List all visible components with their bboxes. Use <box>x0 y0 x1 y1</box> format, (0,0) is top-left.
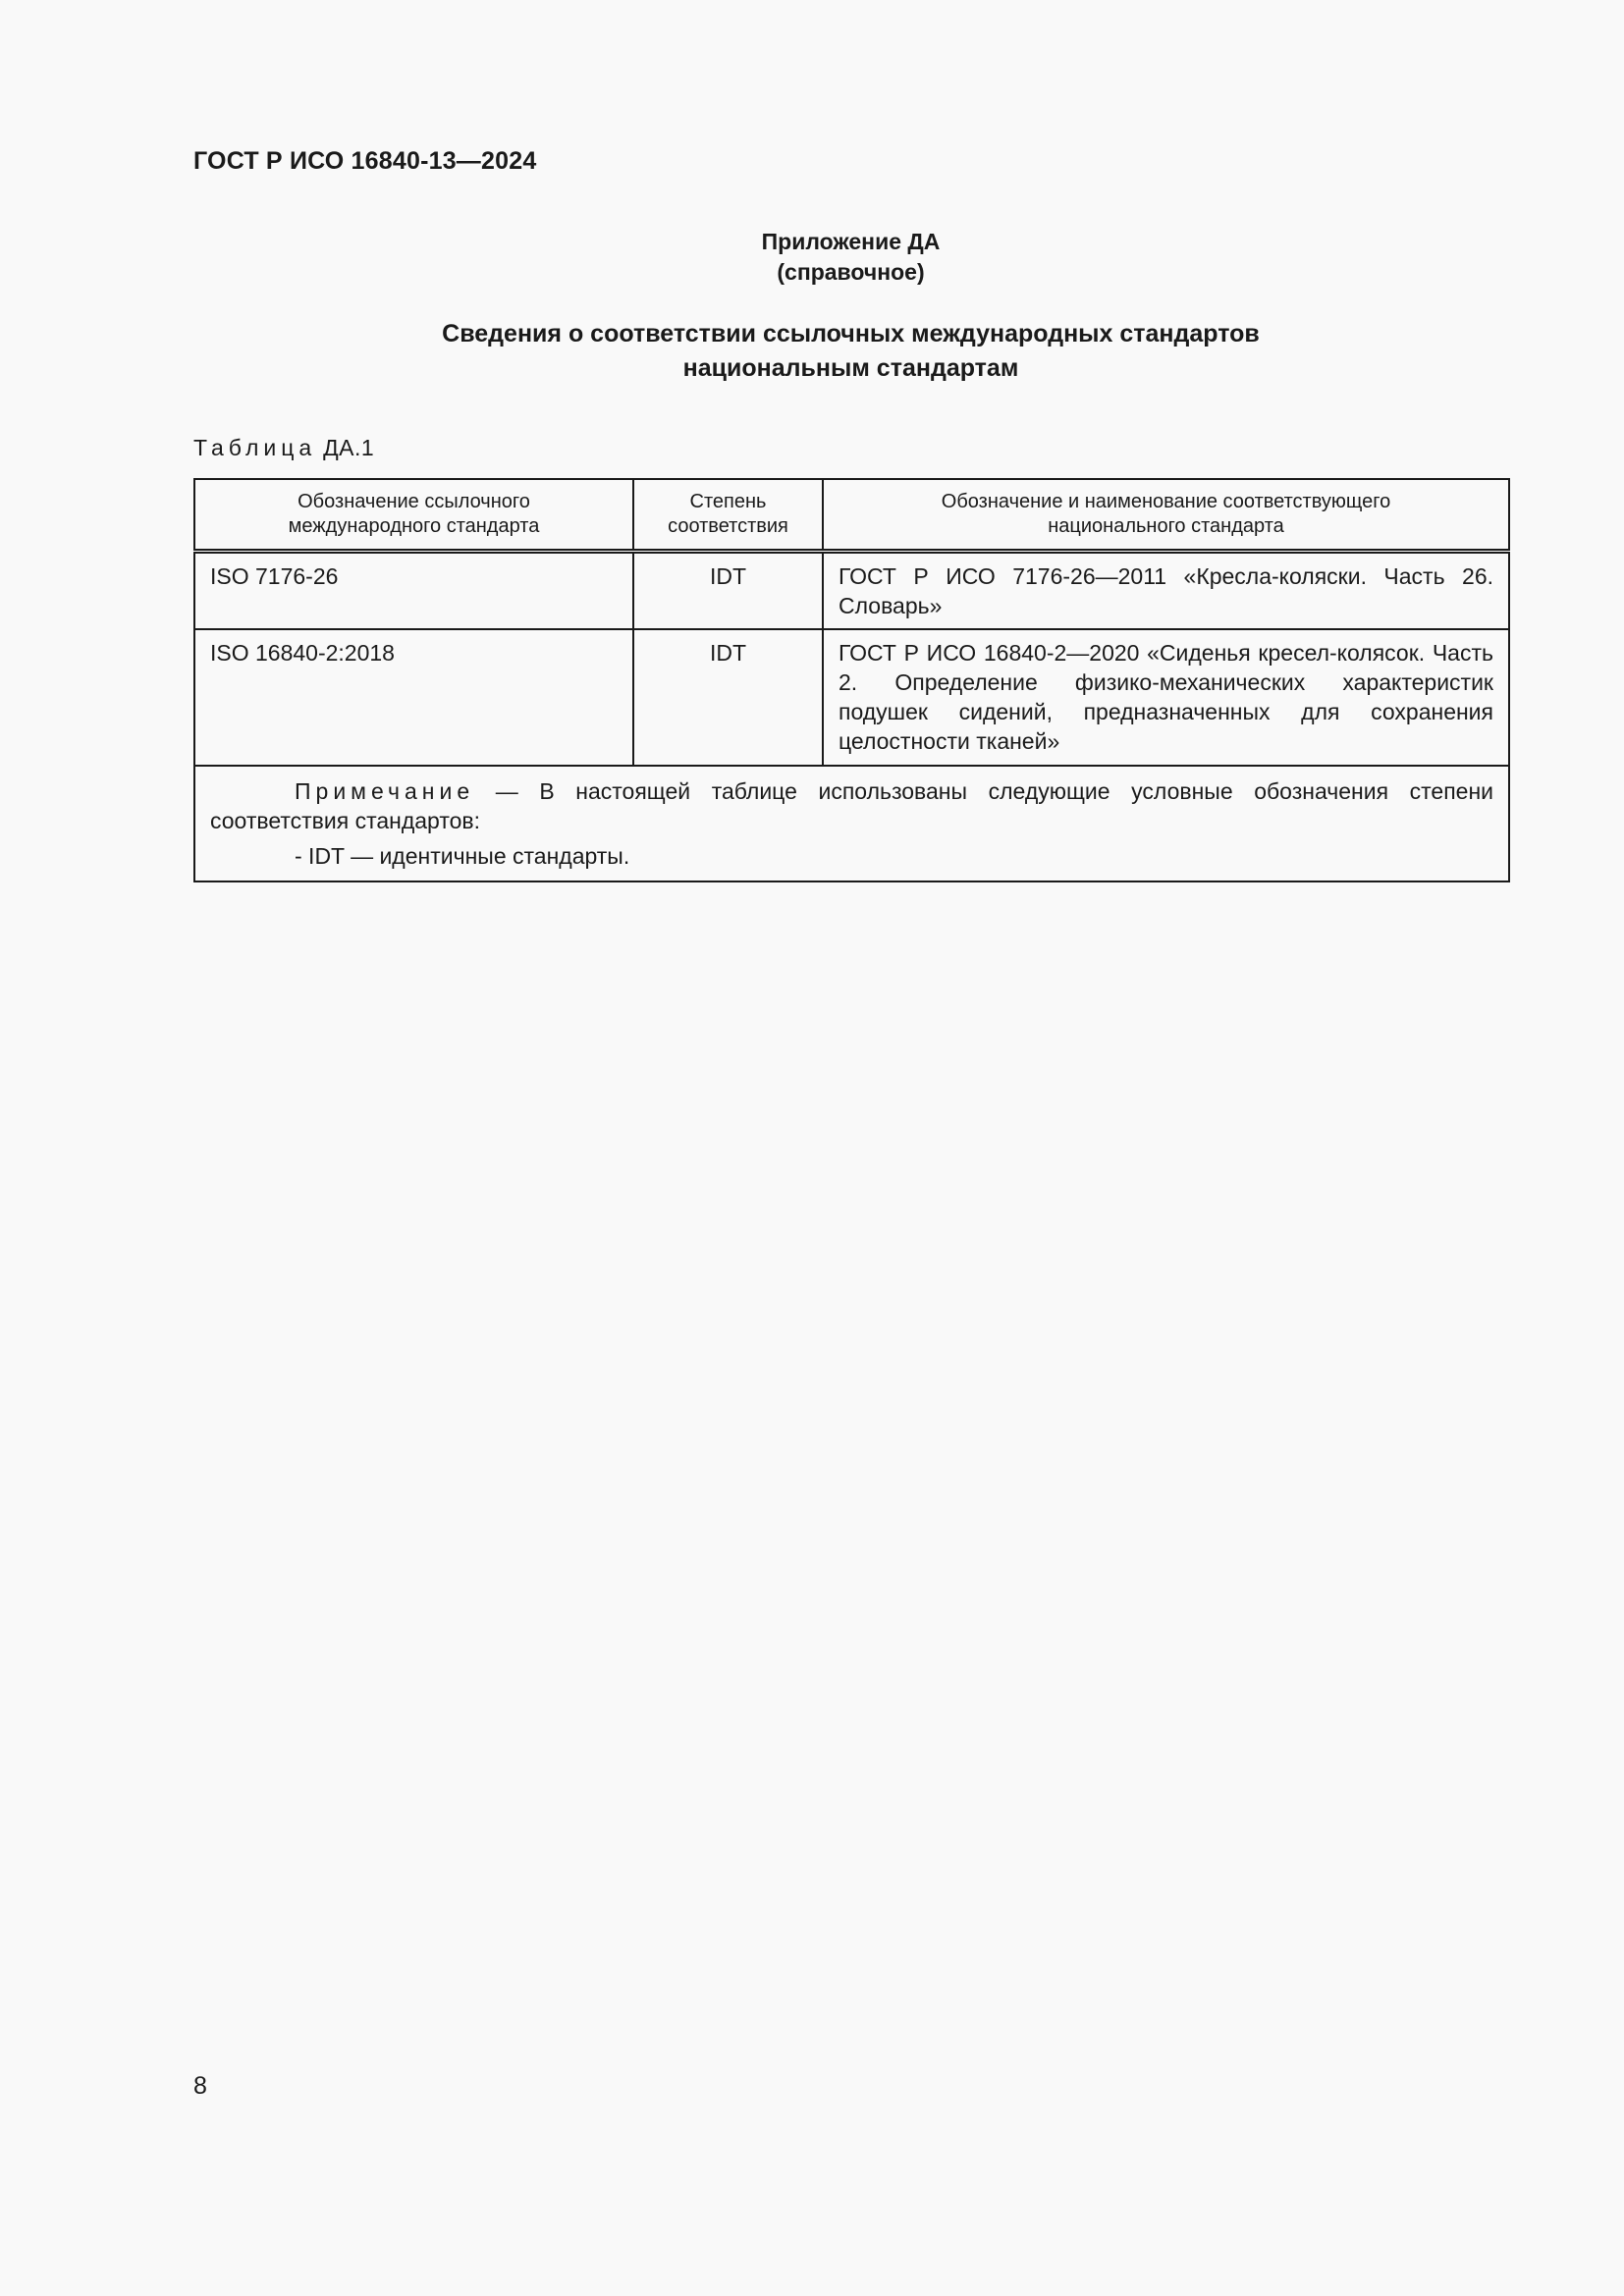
header-national-standard <box>823 479 1509 552</box>
note-paragraph <box>210 776 1493 835</box>
cell-international-standard: ISO 16840-2:2018 <box>194 629 633 766</box>
header-col3-line1: Обозначение и наименование соответствующего <box>941 491 1391 512</box>
header-col2-line2: соответствия <box>668 515 788 537</box>
appendix-title: Приложение ДА <box>761 229 941 254</box>
header-col2-line1: Степень <box>689 491 767 512</box>
header-degree <box>633 479 823 552</box>
table-row <box>194 552 1509 630</box>
page-number: 8 <box>193 2072 207 2100</box>
cell-degree: IDT <box>633 552 823 630</box>
table-row <box>194 629 1509 766</box>
standards-correspondence-table <box>193 478 1510 882</box>
cell-national-standard: ГОСТ Р ИСО 16840-2—2020 «Сиденья кресел-колясок. Часть 2. Определение физико-механических характеристик подушек сидений, предназначенных для сохранения целостности тканей» <box>823 629 1509 766</box>
table-header-row <box>194 479 1509 552</box>
header-col1-line2: международного стандарта <box>288 515 540 537</box>
table-note <box>194 766 1509 881</box>
header-col1-line1: Обозначение ссылочного <box>298 491 530 512</box>
document-code: ГОСТ Р ИСО 16840-13—2024 <box>193 147 537 175</box>
header-col3-line2: национального стандарта <box>1048 515 1284 537</box>
table-caption-label: Таблица <box>193 435 317 460</box>
section-title <box>193 317 1508 386</box>
appendix-type: (справочное) <box>777 259 925 285</box>
note-text: — В настоящей таблице использованы следующие условные обозначения степени соответствия стандартов: <box>210 778 1493 833</box>
table-note-row <box>194 766 1509 881</box>
section-title-line1: Сведения о соответствии ссылочных международных стандартов <box>442 320 1260 347</box>
appendix-heading <box>193 227 1508 288</box>
cell-national-standard: ГОСТ Р ИСО 7176-26—2011 «Кресла-коляски. Часть 26. Словарь» <box>823 552 1509 630</box>
section-title-line2: национальным стандартам <box>682 354 1019 382</box>
cell-degree: IDT <box>633 629 823 766</box>
note-label: Примечание <box>295 778 475 804</box>
table-caption-number: ДА.1 <box>323 435 375 460</box>
cell-international-standard: ISO 7176-26 <box>194 552 633 630</box>
table-caption <box>193 435 374 461</box>
note-item: - IDT — идентичные стандарты. <box>295 843 630 869</box>
header-international-standard <box>194 479 633 552</box>
